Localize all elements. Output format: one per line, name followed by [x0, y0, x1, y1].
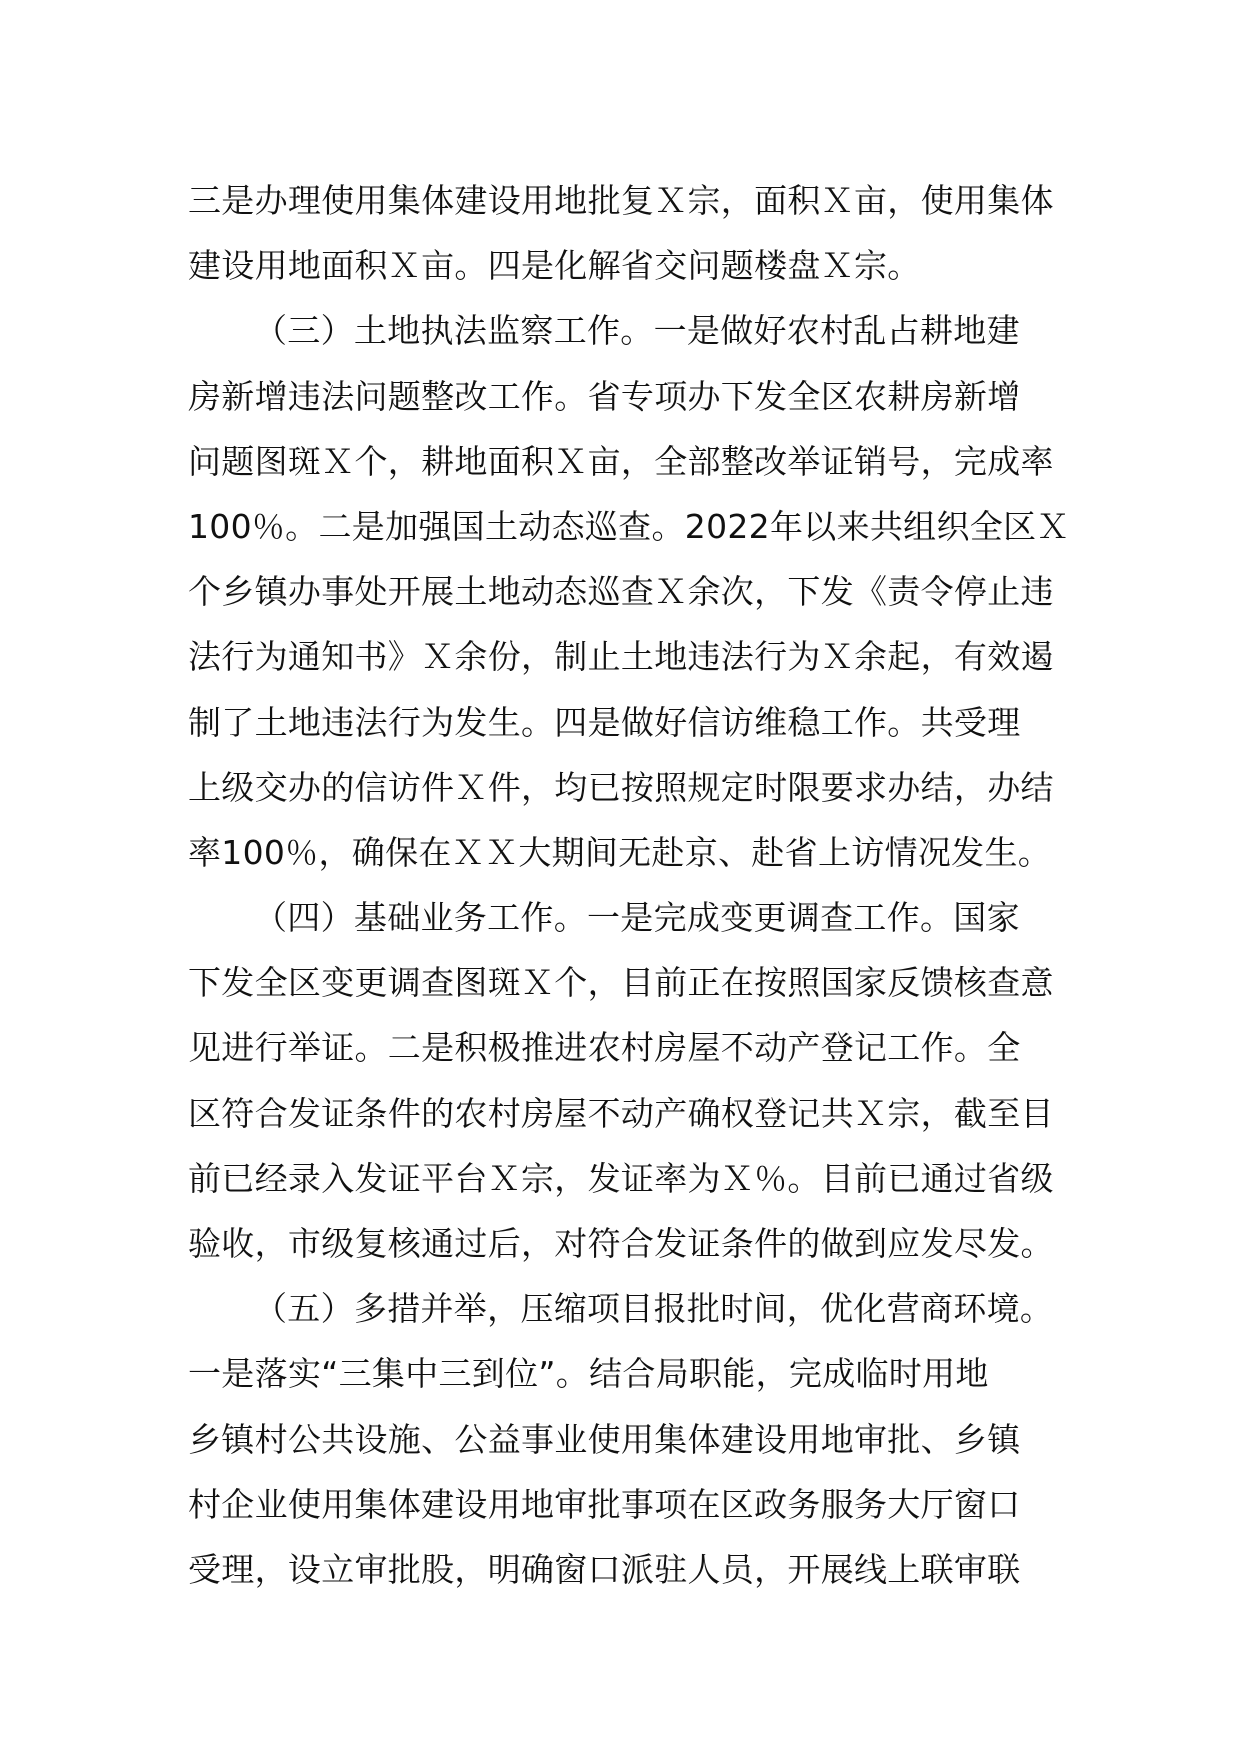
text-line: 个乡镇办事处开展土地动态巡查Ｘ余次，下发《责令停止违	[188, 572, 1054, 612]
text-line: 问题图斑Ｘ个，耕地面积Ｘ亩，全部整改举证销号，完成率	[188, 441, 1054, 481]
text-line: 区符合发证条件的农村房屋不动产确权登记共Ｘ宗，截至目	[188, 1093, 1054, 1133]
text-line: 100％。二是加强国土动态巡查。2022年以来共组织全区Ｘ	[188, 506, 1070, 546]
section-heading-line: （五）多措并举，压缩项目报批时间，优化营商环境。	[254, 1289, 1054, 1329]
text-line: 率100％，确保在ＸＸ大期间无赴京、赴省上访情况发生。	[188, 832, 1052, 872]
text-line: 制了土地违法行为发生。四是做好信访维稳工作。共受理	[188, 702, 1021, 742]
text-line: 前已经录入发证平台Ｘ宗，发证率为Ｘ％。目前已通过省级	[188, 1158, 1054, 1198]
text-line: 一是落实“三集中三到位”。结合局职能，完成临时用地	[188, 1354, 989, 1394]
text-line: 建设用地面积Ｘ亩。四是化解省交问题楼盘Ｘ宗。	[188, 246, 921, 286]
section-heading-line: （四）基础业务工作。一是完成变更调查工作。国家	[254, 898, 1020, 938]
text-line: 验收，市级复核通过后，对符合发证条件的做到应发尽发。	[188, 1224, 1054, 1263]
text-line: 法行为通知书》Ｘ余份，制止土地违法行为Ｘ余起，有效遏	[188, 637, 1054, 677]
text-line: 下发全区变更调查图斑Ｘ个，目前正在按照国家反馈核查意	[188, 963, 1054, 1003]
text-line: 见进行举证。二是积极推进农村房屋不动产登记工作。全	[188, 1028, 1021, 1068]
document-body	[188, 168, 1070, 1602]
section-heading-line: （三）土地执法监察工作。一是做好农村乱占耕地建	[254, 311, 1020, 351]
text-line: 三是办理使用集体建设用地批复Ｘ宗，面积Ｘ亩，使用集体	[188, 181, 1054, 220]
text-line: 受理，设立审批股，明确窗口派驻人员，开展线上联审联	[188, 1549, 1021, 1589]
text-line: 上级交办的信访件Ｘ件，均已按照规定时限要求办结，办结	[188, 767, 1054, 807]
text-line: 房新增违法问题整改工作。省专项办下发全区农耕房新增	[188, 376, 1021, 416]
text-line: 村企业使用集体建设用地审批事项在区政务服务大厅窗口	[188, 1484, 1021, 1524]
text-line: 乡镇村公共设施、公益事业使用集体建设用地审批、乡镇	[188, 1419, 1021, 1459]
